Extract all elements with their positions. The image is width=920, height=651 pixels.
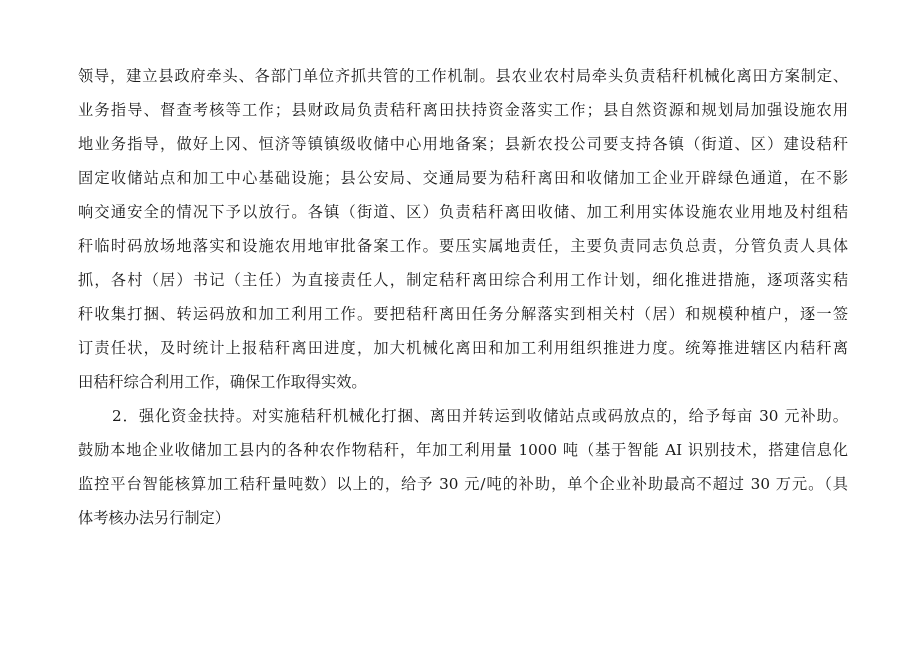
paragraph-1-line-2: 业务指导、督查考核等工作；县财政局负责秸秆离田扶持资金落实工作；县自然资源和规划局加强设施农用 (78, 101, 848, 119)
paragraph-1-line-5: 响交通安全的情况下予以放行。各镇（街道、区）负责秸秆离田收储、加工利用实体设施农业用地及村组秸 (78, 203, 848, 221)
paragraph-1-line-7: 抓，各村（居）书记（主任）为直接责任人，制定秸秆离田综合利用工作计划，细化推进措施，逐项落实秸 (78, 271, 848, 289)
paragraph-1-line-4: 固定收储站点和加工中心基础设施；县公安局、交通局要为秸秆离田和收储加工企业开辟绿色通道，在不影 (78, 169, 848, 187)
paragraph-2-line-4: 体考核办法另行制定） (78, 509, 230, 527)
paragraph-1-line-8: 秆收集打捆、转运码放和加工利用工作。要把秸秆离田任务分解落实到相关村（居）和规模种植户，逐一签 (78, 305, 848, 323)
paragraph-1-line-10: 田秸秆综合利用工作，确保工作取得实效。 (78, 373, 367, 391)
paragraph-1-line-6: 秆临时码放场地落实和设施农用地审批备案工作。要压实属地责任，主要负责同志负总责，分管负责人具体 (78, 237, 848, 255)
paragraph-2-line-3: 监控平台智能核算加工秸秆量吨数）以上的，给予 30 元/吨的补助，单个企业补助最高不超过 30 万元。（具 (78, 475, 848, 493)
paragraph-1-line-9: 订责任状，及时统计上报秸秆离田进度，加大机械化离田和加工利用组织推进力度。统筹推进辖区内秸秆离 (78, 339, 848, 357)
paragraph-2-line-1: 2．强化资金扶持。对实施秸秆机械化打捆、离田并转运到收储站点或码放点的，给予每亩 30 元补助。 (112, 407, 848, 425)
paragraph-1-line-1: 领导，建立县政府牵头、各部门单位齐抓共管的工作机制。县农业农村局牵头负责秸秆机械化离田方案制定、 (78, 67, 848, 85)
paragraph-1-line-3: 地业务指导，做好上冈、恒济等镇镇级收储中心用地备案；县新农投公司要支持各镇（街道、区）建设秸秆 (78, 135, 848, 153)
paragraph-2-line-2: 鼓励本地企业收储加工县内的各种农作物秸秆，年加工利用量 1000 吨（基于智能 AI 识别技术，搭建信息化 (78, 441, 848, 459)
